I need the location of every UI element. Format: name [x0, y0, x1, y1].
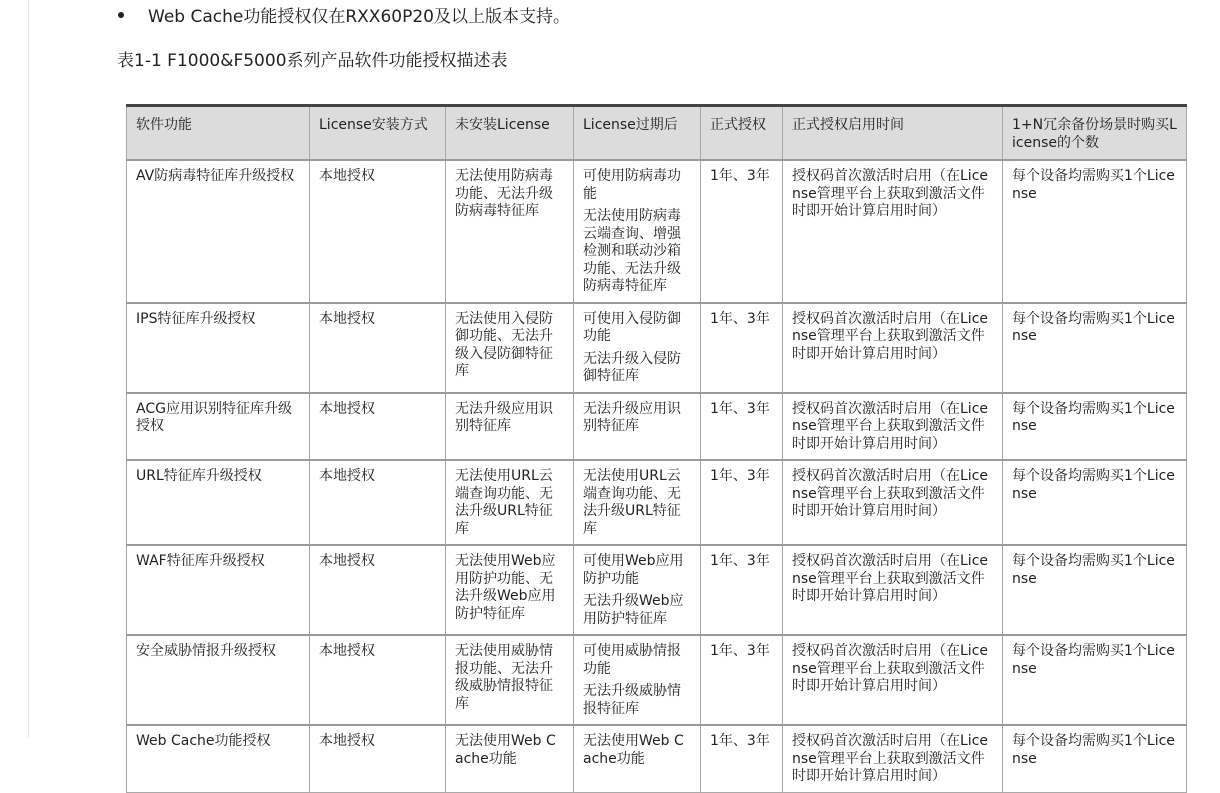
header-expired: License过期后 [574, 106, 701, 161]
cell-expired [574, 303, 701, 393]
cell-start-time: 授权码首次激活时启用（在License管理平台上获取到激活文件时即开始计算启用时间） [783, 635, 1003, 725]
cell-not-installed: 无法使用Web Cache功能 [446, 725, 574, 792]
cell-expired-paragraph: 可使用入侵防御功能 [583, 310, 681, 344]
cell-feature: 安全威胁情报升级授权 [127, 635, 310, 725]
cell-feature: AV防病毒特征库升级授权 [127, 160, 310, 303]
cell-expired-paragraph: 无法升级威胁情报特征库 [583, 683, 681, 717]
table-row [127, 393, 1187, 461]
header-feature: 软件功能 [127, 106, 310, 161]
license-table-container [126, 104, 1186, 784]
cell-formal-license: 1年、3年 [701, 160, 783, 303]
cell-not-installed: 无法使用Web应用防护功能、无法升级Web应用防护特征库 [446, 545, 574, 635]
cell-formal-license: 1年、3年 [701, 460, 783, 545]
header-install-method: License安装方式 [310, 106, 446, 161]
cell-install-method: 本地授权 [310, 635, 446, 725]
cell-start-time: 授权码首次激活时启用（在License管理平台上获取到激活文件时即开始计算启用时间） [783, 160, 1003, 303]
cell-expired [574, 725, 701, 792]
cell-expired-paragraph: 无法升级入侵防御特征库 [583, 350, 681, 384]
cell-start-time: 授权码首次激活时启用（在License管理平台上获取到激活文件时即开始计算启用时间） [783, 545, 1003, 635]
cell-not-installed: 无法升级应用识别特征库 [446, 393, 574, 461]
cell-expired [574, 160, 701, 303]
cell-feature: Web Cache功能授权 [127, 725, 310, 792]
cell-feature: URL特征库升级授权 [127, 460, 310, 545]
cell-expired-paragraph: 无法使用URL云端查询功能、无法升级URL特征库 [583, 468, 681, 537]
cell-license-count: 每个设备均需购买1个License [1003, 160, 1187, 303]
cell-expired [574, 545, 701, 635]
cell-formal-license: 1年、3年 [701, 303, 783, 393]
license-table [126, 104, 1187, 793]
table-header-row [127, 106, 1187, 161]
table-row [127, 160, 1187, 303]
cell-expired [574, 635, 701, 725]
cell-license-count: 每个设备均需购买1个License [1003, 725, 1187, 792]
table-row [127, 303, 1187, 393]
table-body [127, 160, 1187, 792]
cell-feature: WAF特征库升级授权 [127, 545, 310, 635]
cell-expired-paragraph: 无法升级应用识别特征库 [583, 400, 681, 434]
cell-start-time: 授权码首次激活时启用（在License管理平台上获取到激活文件时即开始计算启用时间） [783, 393, 1003, 461]
cell-start-time: 授权码首次激活时启用（在License管理平台上获取到激活文件时即开始计算启用时间） [783, 460, 1003, 545]
cell-feature: IPS特征库升级授权 [127, 303, 310, 393]
note-bullet-text: Web Cache功能授权仅在RXX60P20及以上版本支持。 [148, 7, 570, 27]
cell-expired-paragraph: 无法使用防病毒云端查询、增强检测和联动沙箱功能、无法升级防病毒特征库 [583, 208, 681, 294]
header-start-time: 正式授权启用时间 [783, 106, 1003, 161]
cell-expired-paragraph: 无法使用Web Cache功能 [583, 733, 684, 767]
cell-formal-license: 1年、3年 [701, 393, 783, 461]
cell-install-method: 本地授权 [310, 725, 446, 792]
cell-formal-license: 1年、3年 [701, 725, 783, 792]
cell-formal-license: 1年、3年 [701, 635, 783, 725]
header-formal-license: 正式授权 [701, 106, 783, 161]
header-license-count: 1+N冗余备份场景时购买License的个数 [1003, 106, 1187, 161]
table-row [127, 725, 1187, 792]
cell-not-installed: 无法使用防病毒功能、无法升级防病毒特征库 [446, 160, 574, 303]
cell-expired-paragraph: 可使用Web应用防护功能 [583, 553, 684, 587]
cell-expired [574, 460, 701, 545]
cell-install-method: 本地授权 [310, 393, 446, 461]
cell-not-installed: 无法使用URL云端查询功能、无法升级URL特征库 [446, 460, 574, 545]
cell-formal-license: 1年、3年 [701, 545, 783, 635]
cell-install-method: 本地授权 [310, 160, 446, 303]
cell-expired-paragraph: 可使用防病毒功能 [583, 168, 681, 202]
cell-expired [574, 393, 701, 461]
cell-feature: ACG应用识别特征库升级授权 [127, 393, 310, 461]
cell-install-method: 本地授权 [310, 460, 446, 545]
cell-license-count: 每个设备均需购买1个License [1003, 635, 1187, 725]
cell-expired-paragraph: 可使用威胁情报功能 [583, 643, 681, 677]
cell-license-count: 每个设备均需购买1个License [1003, 460, 1187, 545]
cell-not-installed: 无法使用威胁情报功能、无法升级威胁情报特征库 [446, 635, 574, 725]
note-bullet-item [118, 6, 570, 28]
header-not-installed: 未安装License [446, 106, 574, 161]
cell-license-count: 每个设备均需购买1个License [1003, 545, 1187, 635]
cell-install-method: 本地授权 [310, 545, 446, 635]
cell-start-time: 授权码首次激活时启用（在License管理平台上获取到激活文件时即开始计算启用时间） [783, 303, 1003, 393]
cell-start-time: 授权码首次激活时启用（在License管理平台上获取到激活文件时即开始计算启用时间） [783, 725, 1003, 792]
table-row [127, 460, 1187, 545]
bullet-dot-icon [118, 12, 124, 18]
cell-license-count: 每个设备均需购买1个License [1003, 303, 1187, 393]
table-row [127, 635, 1187, 725]
page-left-border [28, 0, 29, 738]
table-row [127, 545, 1187, 635]
cell-install-method: 本地授权 [310, 303, 446, 393]
cell-license-count: 每个设备均需购买1个License [1003, 393, 1187, 461]
cell-not-installed: 无法使用入侵防御功能、无法升级入侵防御特征库 [446, 303, 574, 393]
table-caption: 表1-1 F1000&F5000系列产品软件功能授权描述表 [117, 51, 508, 71]
cell-expired-paragraph: 无法升级Web应用防护特征库 [583, 593, 684, 627]
